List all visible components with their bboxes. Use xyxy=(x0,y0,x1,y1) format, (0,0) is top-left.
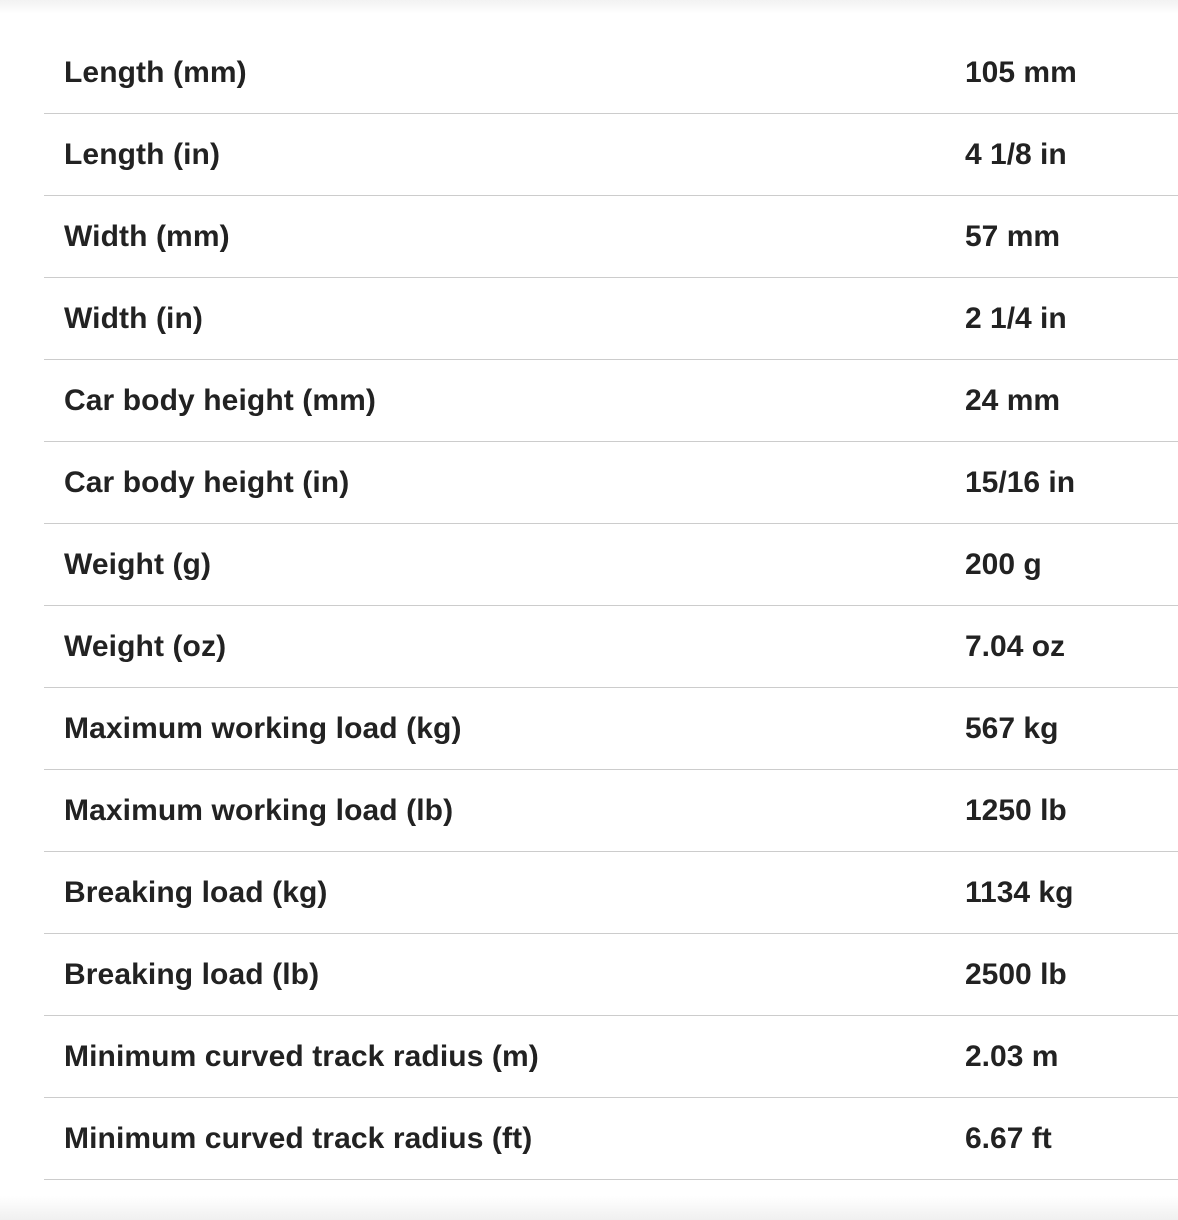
table-row xyxy=(44,606,1178,688)
table-row xyxy=(44,442,1178,524)
table-row xyxy=(44,524,1178,606)
spec-label: Minimum curved track radius (m) xyxy=(64,1039,539,1073)
table-row xyxy=(44,1016,1178,1098)
spec-value: 105 mm xyxy=(965,55,1077,89)
spec-label: Width (in) xyxy=(64,301,204,335)
spec-label: Car body height (mm) xyxy=(64,383,377,417)
spec-value: 57 mm xyxy=(965,219,1061,253)
spec-label: Breaking load (kg) xyxy=(64,875,328,909)
table-row xyxy=(44,114,1178,196)
table-row xyxy=(44,1098,1178,1180)
spec-value: 200 g xyxy=(965,547,1042,581)
table-row xyxy=(44,32,1178,114)
table-row xyxy=(44,770,1178,852)
spec-value: 2.03 m xyxy=(965,1039,1059,1073)
table-row xyxy=(44,688,1178,770)
spec-label: Weight (g) xyxy=(64,547,212,581)
table-row xyxy=(44,278,1178,360)
spec-label: Length (in) xyxy=(64,137,221,171)
spec-value: 1250 lb xyxy=(965,793,1067,827)
spec-table xyxy=(44,32,1178,1180)
spec-label: Maximum working load (lb) xyxy=(64,793,454,827)
spec-value: 2500 lb xyxy=(965,957,1067,991)
spec-label: Length (mm) xyxy=(64,55,247,89)
spec-value: 24 mm xyxy=(965,383,1061,417)
spec-value: 1134 kg xyxy=(965,875,1074,909)
table-row xyxy=(44,360,1178,442)
spec-value: 567 kg xyxy=(965,711,1059,745)
table-row xyxy=(44,852,1178,934)
table-row xyxy=(44,934,1178,1016)
spec-value: 2 1/4 in xyxy=(965,301,1067,335)
spec-label: Width (mm) xyxy=(64,219,230,253)
spec-value: 7.04 oz xyxy=(965,629,1066,663)
spec-label: Maximum working load (kg) xyxy=(64,711,462,745)
spec-label: Minimum curved track radius (ft) xyxy=(64,1121,533,1155)
spec-value: 15/16 in xyxy=(965,465,1076,499)
spec-label: Weight (oz) xyxy=(64,629,227,663)
spec-label: Breaking load (lb) xyxy=(64,957,320,991)
spec-label: Car body height (in) xyxy=(64,465,350,499)
table-row xyxy=(44,196,1178,278)
spec-value: 4 1/8 in xyxy=(965,137,1067,171)
spec-value: 6.67 ft xyxy=(965,1121,1052,1155)
